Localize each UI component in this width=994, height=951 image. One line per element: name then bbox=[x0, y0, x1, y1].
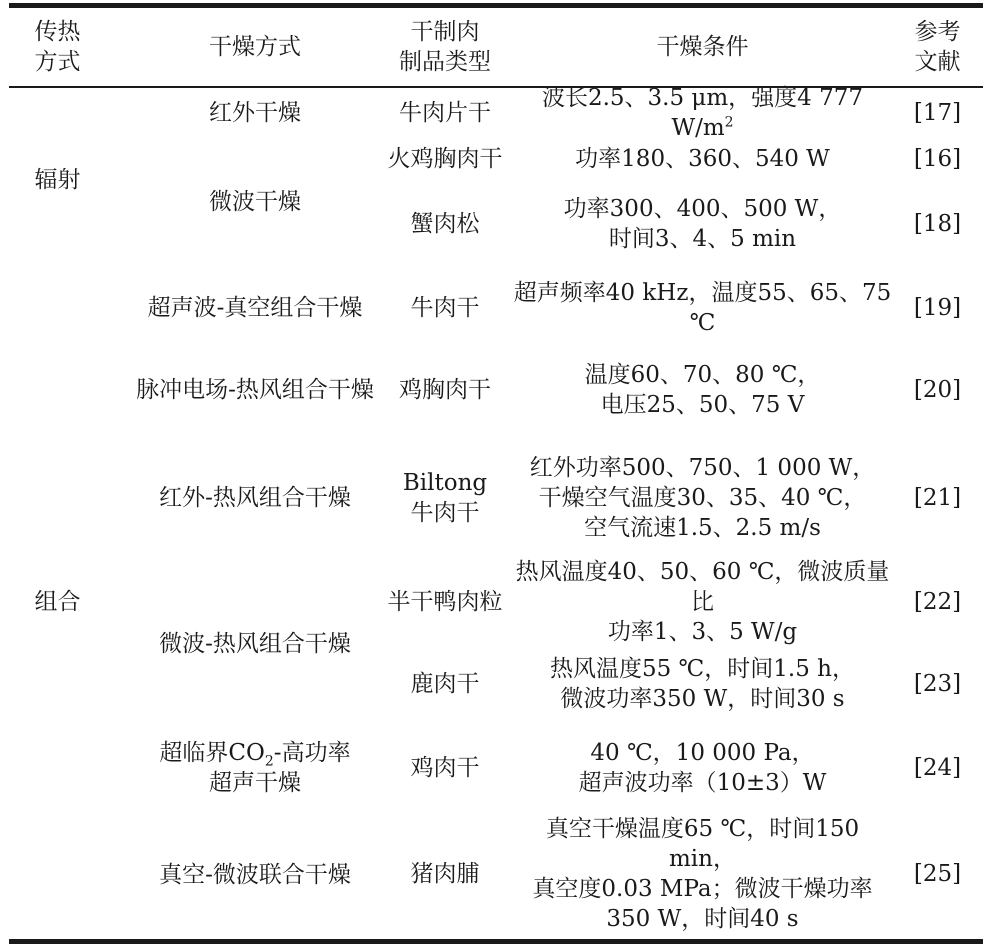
header-conditions: 干燥条件 bbox=[656, 34, 749, 60]
row-reference: [17] bbox=[913, 100, 962, 126]
row-reference: [18] bbox=[913, 211, 962, 237]
row-reference: [23] bbox=[913, 671, 962, 697]
method-microwave-hotair: 微波-热风组合干燥 bbox=[159, 631, 351, 657]
row-product: 鹿肉干 bbox=[410, 671, 480, 697]
row-conditions: 功率300、400、500 W， 时间3、4、5 min bbox=[563, 196, 842, 252]
row-product: 半干鸭肉粒 bbox=[387, 589, 503, 615]
row-product: 鸡胸肉干 bbox=[399, 377, 491, 403]
row-conditions: 40 ℃，10 000 Pa， 超声波功率（10±3）W bbox=[578, 740, 827, 796]
header-method: 传热 方式 bbox=[34, 19, 81, 75]
conditions-text: 波长2.5、3.5 μm，强度4 777 W/m bbox=[541, 85, 864, 141]
method-vacuum-microwave: 真空-微波联合干燥 bbox=[159, 862, 351, 888]
method-ultrasonic-vacuum: 超声波-真空组合干燥 bbox=[147, 295, 363, 321]
header-drying-method: 干燥方式 bbox=[209, 34, 301, 60]
header-product-type: 干制肉 制品类型 bbox=[399, 19, 491, 75]
method-sc-co2-text-b: -高功率 超声干燥 bbox=[208, 740, 351, 796]
row-reference: [21] bbox=[913, 485, 962, 511]
method-sc-co2-text-a: 超临界CO bbox=[159, 740, 265, 766]
row-product: Biltong 牛肉干 bbox=[402, 470, 488, 526]
row-product: 火鸡胸肉干 bbox=[387, 146, 503, 172]
method-supercritical-co2-ultrasound bbox=[110, 733, 400, 803]
row-reference: [19] bbox=[913, 295, 962, 321]
row-product: 牛肉干 bbox=[410, 295, 480, 321]
row-reference: [22] bbox=[913, 589, 962, 615]
row-conditions: 真空干燥温度65 ℃，时间150 min， 真空度0.03 MPa；微波干燥功率 350 W，时间40 s bbox=[532, 816, 873, 932]
row-conditions: 热风温度55 ℃，时间1.5 h， 微波功率350 W，时间30 s bbox=[549, 656, 855, 712]
row-reference: [16] bbox=[913, 146, 962, 172]
row-product: 蟹肉松 bbox=[410, 211, 480, 237]
method-infrared-hotair: 红外-热风组合干燥 bbox=[159, 485, 351, 511]
method-pef-hotair: 脉冲电场-热风组合干燥 bbox=[136, 377, 374, 403]
row-reference: [24] bbox=[913, 755, 962, 781]
row-reference: [20] bbox=[913, 377, 962, 403]
row-conditions: 热风温度40、50、60 ℃，微波质量比 功率1、3、5 W/g bbox=[515, 559, 890, 645]
method-infrared: 红外干燥 bbox=[209, 100, 301, 126]
co2-subscript: 2 bbox=[264, 753, 274, 770]
method-microwave: 微波干燥 bbox=[209, 189, 301, 215]
group-radiation: 辐射 bbox=[34, 167, 81, 193]
row-conditions: 红外功率500、750、1 000 W， 干燥空气温度30、35、40 ℃， 空气流速1.5、2.5 m/s bbox=[529, 455, 876, 541]
row-reference: [25] bbox=[913, 861, 962, 887]
row-product: 猪肉脯 bbox=[410, 861, 480, 887]
row-conditions: 超声频率40 kHz，温度55、65、75 ℃ bbox=[513, 280, 892, 336]
group-combined: 组合 bbox=[34, 589, 81, 615]
row-conditions bbox=[510, 85, 895, 141]
row-conditions: 温度60、70、80 ℃， 电压25、50、75 V bbox=[584, 362, 821, 418]
header-reference: 参考 文献 bbox=[914, 19, 961, 75]
superscript: 2 bbox=[724, 114, 734, 131]
bottom-rule bbox=[9, 939, 983, 944]
top-rule bbox=[9, 3, 983, 8]
row-conditions: 功率180、360、540 W bbox=[575, 146, 830, 172]
row-product: 鸡肉干 bbox=[410, 755, 480, 781]
row-product: 牛肉片干 bbox=[399, 100, 491, 126]
